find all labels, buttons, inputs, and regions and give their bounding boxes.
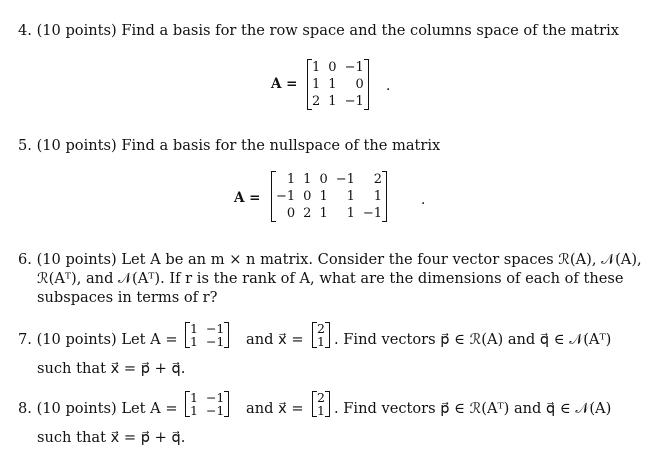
matrix-cell: −1 [362, 206, 383, 221]
problem-4-text: 4. (10 points) Find a basis for the row space and the columns space of the matrix [18, 22, 620, 39]
matrix-cell: 2 [312, 94, 321, 109]
matrix-cell: 1 [319, 189, 328, 204]
matrix-cell: 1 [373, 189, 383, 204]
problem-7-vector-lhs: and x⃗ = [246, 331, 304, 348]
vector-cell: 2 [317, 390, 325, 405]
matrix-cell: −1 [205, 321, 225, 336]
problem-7-tail: . Find vectors p⃗ ∈ ℛ(A) and q⃗ ∈ 𝒩(Aᵀ) [334, 331, 612, 348]
matrix-cell: 1 [312, 60, 321, 75]
matrix-cell: 0 [328, 60, 337, 75]
matrix-cell: 1 [303, 172, 312, 187]
problem-8-lead: 8. (10 points) Let A = [18, 400, 178, 417]
problem-6-line-3: subspaces in terms of r? [37, 289, 218, 306]
problem-7-matrix [185, 322, 229, 348]
problem-8-line-2: such that x⃗ = p⃗ + q⃗. [37, 429, 186, 446]
matrix-cell: −1 [276, 189, 296, 204]
problem-5-matrix [271, 171, 387, 222]
problem-7-line-2: such that x⃗ = p⃗ + q⃗. [37, 360, 186, 377]
matrix-cell: 1 [190, 403, 198, 418]
matrix-cell: −1 [205, 390, 225, 405]
problem-7-vector [312, 322, 330, 348]
matrix-cell: 1 [346, 206, 355, 221]
matrix-cell: 2 [373, 172, 383, 187]
matrix-cell: 0 [319, 172, 328, 187]
problem-8-vector-lhs: and x⃗ = [246, 400, 304, 417]
matrix-cell: −1 [344, 60, 364, 75]
matrix-cell: 0 [303, 189, 312, 204]
vector-cell: 1 [317, 403, 325, 418]
problem-4-matrix-lhs: A = [271, 76, 298, 92]
problem-5-matrix-lhs: A = [234, 190, 261, 206]
problem-8-tail: . Find vectors p⃗ ∈ ℛ(Aᵀ) and q⃗ ∈ 𝒩(A) [334, 400, 612, 417]
problem-6-line-1: 6. (10 points) Let A be an m × n matrix. Consider the four vector spaces ℛ(A), 𝒩(A), [18, 251, 642, 268]
matrix-cell: −1 [335, 172, 355, 187]
matrix-cell: −1 [344, 94, 364, 109]
problem-5-period: . [421, 192, 426, 208]
vector-cell: 1 [317, 334, 325, 349]
matrix-cell: 1 [190, 321, 198, 336]
matrix-cell: 1 [286, 172, 296, 187]
vector-cell: 2 [317, 321, 325, 336]
problem-7-lead: 7. (10 points) Let A = [18, 331, 178, 348]
matrix-cell: 1 [312, 77, 321, 92]
problem-5-text: 5. (10 points) Find a basis for the nullspace of the matrix [18, 137, 441, 154]
matrix-cell: −1 [205, 403, 225, 418]
matrix-cell: 1 [319, 206, 328, 221]
problem-4-period: . [386, 78, 391, 94]
matrix-cell: 1 [346, 189, 355, 204]
matrix-cell: 0 [355, 77, 364, 92]
matrix-cell: 0 [286, 206, 296, 221]
problem-6-line-2: ℛ(Aᵀ), and 𝒩(Aᵀ). If r is the rank of A, what are the dimensions of each of these [37, 270, 624, 287]
matrix-cell: 1 [190, 390, 198, 405]
problem-8-matrix [185, 391, 229, 417]
matrix-cell: 1 [328, 77, 337, 92]
matrix-cell: 1 [190, 334, 198, 349]
matrix-cell: 1 [328, 94, 337, 109]
matrix-cell: −1 [205, 334, 225, 349]
problem-8-vector [312, 391, 330, 417]
problem-4-matrix [307, 59, 369, 110]
matrix-cell: 2 [303, 206, 312, 221]
